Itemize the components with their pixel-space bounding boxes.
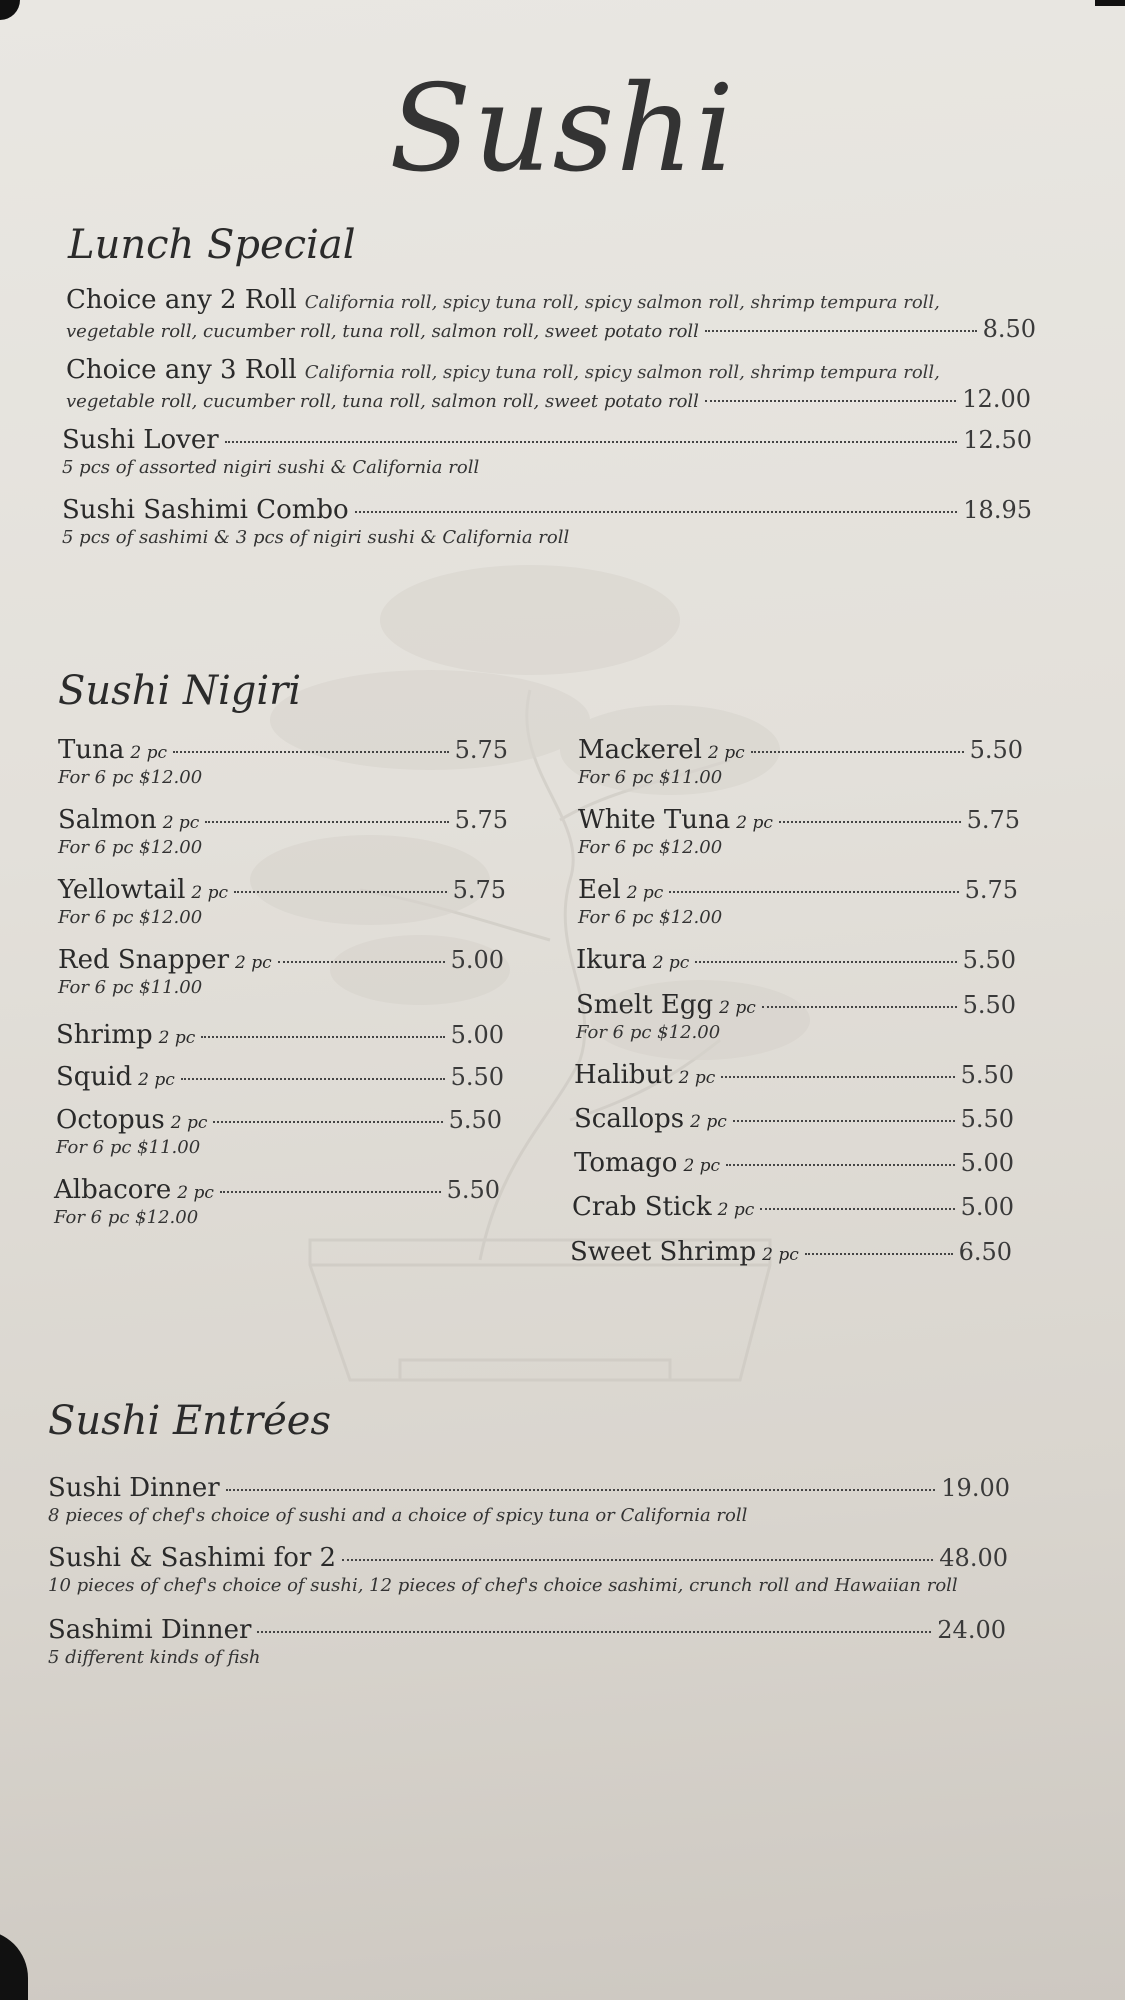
nigiri-item [574,1060,1014,1090]
lunch-item [62,495,1032,548]
item-price: 5.75 [966,806,1020,834]
nigiri-item [56,1062,504,1092]
dot-leader [721,1076,954,1078]
item-six-piece-price: For 6 pc $12.00 [58,837,203,858]
entree-item [48,1473,1010,1526]
item-six-piece-price: For 6 pc $11.00 [578,767,723,788]
nigiri-item [578,735,1023,788]
item-description: California roll, spicy tuna roll, spicy salmon roll, shrimp tempura roll, [304,292,940,313]
lunch-special-heading: Lunch Special [68,222,356,268]
item-name: Shrimp [56,1020,153,1050]
item-description: 5 different kinds of fish [48,1647,261,1668]
nigiri-item [576,945,1016,975]
dot-leader [278,961,445,963]
item-price: 19.00 [941,1474,1010,1502]
item-pieces: 2 pc [652,953,690,973]
item-name: Sushi Dinner [48,1473,220,1503]
item-pieces: 2 pc [177,1183,214,1203]
item-pieces: 2 pc [736,813,773,833]
item-pieces: 2 pc [717,1200,755,1220]
item-name: Sushi Sashimi Combo [62,495,349,525]
item-description-cont: vegetable roll, cucumber roll, tuna roll, salmon roll, sweet potato roll [66,321,699,342]
item-name: Squid [56,1062,133,1092]
dot-leader [762,1006,957,1008]
dot-leader [726,1164,955,1166]
dot-leader [695,961,956,963]
nigiri-item [574,1148,1014,1178]
dot-leader [257,1631,931,1633]
nigiri-item [576,990,1016,1043]
item-price: 8.50 [982,315,1036,343]
item-pieces: 2 pc [170,1113,208,1133]
dot-leader [751,751,964,753]
item-name: Eel [578,875,621,905]
nigiri-item [570,1237,1012,1267]
item-description: 10 pieces of chef's choice of sushi, 12 pieces of chef's choice sashimi, crunch roll and Hawaiian roll [48,1575,958,1596]
nigiri-item [56,1020,504,1050]
nigiri-item [58,735,508,788]
item-six-piece-price: For 6 pc $12.00 [576,1022,721,1043]
dot-leader [760,1208,954,1210]
dot-leader [669,891,958,893]
item-six-piece-price: For 6 pc $12.00 [578,837,723,858]
item-price: 24.00 [937,1616,1006,1644]
item-pieces: 2 pc [191,883,229,903]
item-price: 12.00 [962,385,1031,413]
item-description: California roll, spicy tuna roll, spicy salmon roll, shrimp tempura roll, [304,362,940,383]
item-pieces: 2 pc [235,953,272,973]
item-name: Yellowtail [58,875,186,905]
page-title: Sushi [389,60,736,199]
item-price: 5.75 [454,736,508,764]
item-six-piece-price: For 6 pc $12.00 [58,767,203,788]
item-six-piece-price: For 6 pc $12.00 [58,907,203,928]
item-name: Tuna [58,735,125,765]
item-price: 5.75 [964,876,1018,904]
nigiri-item [58,945,504,998]
item-six-piece-price: For 6 pc $11.00 [58,977,203,998]
item-price: 5.50 [448,1106,502,1134]
dot-leader [173,751,449,753]
dot-leader [342,1559,933,1561]
item-name: Tomago [574,1148,678,1178]
item-name: Sashimi Dinner [48,1615,252,1645]
item-name: Halibut [574,1060,673,1090]
item-pieces: 2 pc [158,1028,196,1048]
item-description: 8 pieces of chef's choice of sushi and a choice of spicy tuna or California roll [48,1505,748,1526]
lunch-item [66,355,1031,413]
item-name: Octopus [56,1105,165,1135]
item-description-cont: vegetable roll, cucumber roll, tuna roll, salmon roll, sweet potato roll [66,391,699,412]
nigiri-item [578,805,1020,858]
dot-leader [805,1253,953,1255]
item-name: Sweet Shrimp [570,1237,757,1267]
item-pieces: 2 pc [130,743,167,763]
page-corner-top-left [0,0,20,20]
item-name: Choice any 2 Roll [66,285,297,315]
item-price: 5.50 [960,1105,1014,1133]
item-price: 5.50 [446,1176,500,1204]
item-pieces: 2 pc [719,998,756,1018]
dot-leader [205,821,448,823]
item-price: 5.50 [962,946,1016,974]
dot-leader [213,1121,442,1123]
item-price: 18.95 [963,496,1032,524]
item-six-piece-price: For 6 pc $12.00 [578,907,723,928]
item-pieces: 2 pc [690,1112,727,1132]
item-name: Sushi & Sashimi for 2 [48,1543,337,1573]
lunch-item [66,285,1036,343]
item-pieces: 2 pc [683,1156,721,1176]
sushi-nigiri-heading: Sushi Nigiri [58,668,302,714]
item-price: 6.50 [958,1238,1012,1266]
item-name: Mackerel [578,735,702,765]
dot-leader [733,1120,955,1122]
item-description: 5 pcs of sashimi & 3 pcs of nigiri sushi & California roll [62,527,570,548]
item-name: Scallops [574,1104,685,1134]
dot-leader [225,441,958,443]
item-price: 48.00 [939,1544,1008,1572]
item-name: Red Snapper [58,945,230,975]
nigiri-item [56,1105,502,1158]
nigiri-item [58,805,508,858]
item-name: Sushi Lover [62,425,219,455]
item-pieces: 2 pc [138,1070,175,1090]
lunch-item [62,425,1032,478]
item-price: 5.75 [452,876,506,904]
item-price: 12.50 [963,426,1032,454]
item-price: 5.00 [450,946,504,974]
item-price: 5.75 [454,806,508,834]
dot-leader [355,511,958,513]
dot-leader [201,1036,444,1038]
dot-leader [779,821,961,823]
item-name: Smelt Egg [576,990,714,1020]
item-name: Choice any 3 Roll [66,355,297,385]
entree-item [48,1543,1008,1596]
item-price: 5.00 [960,1149,1014,1177]
nigiri-item [578,875,1018,928]
item-six-piece-price: For 6 pc $11.00 [56,1137,201,1158]
dot-leader [220,1191,441,1193]
item-price: 5.50 [969,736,1023,764]
dot-leader [234,891,447,893]
item-name: Albacore [54,1175,172,1205]
sushi-entrees-heading: Sushi Entrées [48,1398,331,1444]
page-corner-top-right [1095,0,1125,6]
item-pieces: 2 pc [762,1245,799,1265]
page-corner-bottom-left [0,1930,28,2000]
nigiri-item [574,1104,1014,1134]
item-price: 5.50 [962,991,1016,1019]
item-pieces: 2 pc [707,743,745,763]
item-price: 5.00 [450,1021,504,1049]
item-name: White Tuna [578,805,731,835]
nigiri-item [572,1192,1014,1222]
entree-item [48,1615,1006,1668]
dot-leader [705,330,977,332]
item-price: 5.50 [450,1063,504,1091]
item-six-piece-price: For 6 pc $12.00 [54,1207,199,1228]
item-pieces: 2 pc [162,813,200,833]
dot-leader [226,1489,936,1491]
item-price: 5.50 [960,1061,1014,1089]
item-description: 5 pcs of assorted nigiri sushi & California roll [62,457,480,478]
item-name: Salmon [58,805,157,835]
nigiri-item [58,875,506,928]
item-price: 5.00 [960,1193,1014,1221]
item-pieces: 2 pc [678,1068,716,1088]
nigiri-item [54,1175,500,1228]
item-name: Crab Stick [572,1192,712,1222]
item-name: Ikura [576,945,647,975]
dot-leader [705,400,956,402]
dot-leader [181,1078,445,1080]
item-pieces: 2 pc [626,883,664,903]
